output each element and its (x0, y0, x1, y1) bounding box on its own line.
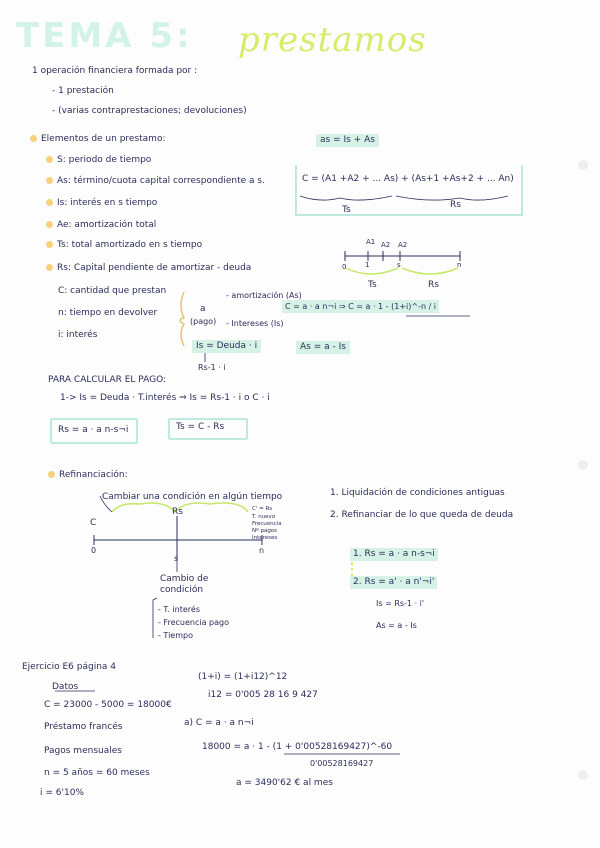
eq-1: (1+i) = (1+i12)^12 (198, 672, 288, 682)
ts-brace-label: Ts (342, 205, 351, 215)
pago-a: a (200, 304, 206, 314)
intro-line-1: 1 operación financiera formada por : (32, 66, 198, 76)
pago-brace (180, 292, 184, 346)
timeline-1-rs-brace (402, 268, 458, 274)
refi-note-4: Nº pagos (252, 528, 278, 534)
timeline-1-ts-label: Ts (368, 280, 377, 290)
title-tema: TEMA 5: (16, 16, 193, 56)
elem-s: S: periodo de tiempo (46, 155, 151, 166)
refi-option-1: 1. Liquidación de condiciones antiguas (330, 488, 505, 498)
bullet-dot (30, 135, 37, 142)
intereses-label: - Intereses (Is) (226, 319, 284, 328)
elem-as: As: término/cuota capital correspondiente a s. (46, 176, 265, 187)
rs-box-text: Rs = a · a n-s¬i (58, 425, 129, 435)
calc-line-1: 1-> Is = Deuda · T.interés ⇒ Is = Rs-1 · i o C · i (60, 393, 270, 403)
refi-t0: 0 (91, 546, 97, 555)
timeline-1-tn: n (457, 261, 462, 269)
refi-sub: Cambiar una condición en algún tiempo (102, 492, 283, 502)
refi-note-3: Frecuencia (252, 521, 282, 527)
intro-line-3: - (varias contraprestaciones; devoluciones) (52, 106, 247, 116)
pago-label: (pago) (190, 317, 217, 326)
elem-is: Is: interés en s tiempo (46, 198, 157, 209)
timeline-1-a2: A2 (381, 241, 391, 249)
amortizacion-label: - amortización (As) (226, 291, 302, 300)
timeline-1-t1: 1 (365, 261, 370, 269)
as-a-formula: As = a - Is (296, 341, 350, 354)
datos-pagos: Pagos mensuales (44, 746, 122, 756)
part-a: a) C = a · a n¬i (184, 718, 254, 728)
binder-hole (578, 160, 588, 170)
timeline-1-t0: 0 (342, 263, 347, 271)
refi-c: C (90, 518, 97, 528)
ts-brace (300, 196, 392, 200)
rs-prev-i: Rs-1 · i (198, 363, 226, 372)
refi-ts: s (174, 554, 179, 563)
c-annuity-formula: C = a · a n¬i ⇒ C = a · 1 - (1+i)^-n / i (282, 300, 439, 313)
as-equation: as = Is + As (316, 134, 379, 147)
eq-2: i12 = 0'005 28 16 9 427 (208, 690, 318, 700)
title-subject: prestamos (238, 20, 427, 60)
refi-option-2: 2. Refinanciar de lo que queda de deuda (330, 510, 514, 520)
binder-hole (578, 460, 588, 470)
is-deuda-formula: Is = Deuda · i (192, 340, 261, 353)
datos-n: n = 5 años = 60 meses (44, 768, 150, 778)
elementos-heading: Elementos de un prestamo: (30, 134, 166, 145)
refi-note-1: C' = Rs (252, 506, 273, 512)
timeline-1-a3: A2 (398, 241, 408, 249)
calc-heading: PARA CALCULAR EL PAGO: (48, 375, 167, 385)
cambio-list-2: - Frecuencia pago (158, 618, 229, 627)
refi-tn: n (259, 546, 265, 555)
elem-c: C: cantidad que prestan (58, 286, 167, 296)
eq-3: 18000 = a · 1 - (1 + 0'00528169427)^-60 (202, 742, 393, 752)
refi-formula-2: 2. Rs = a' · a n'¬i' (350, 576, 437, 589)
elem-i: i: interés (58, 330, 98, 340)
refi-formula-3: Is = Rs-1 · i' (376, 599, 425, 608)
elem-rs: Rs: Capital pendiente de amortizar - deuda (46, 263, 251, 274)
intro-line-2: - 1 prestación (52, 86, 114, 96)
refi-heading: Refinanciación: (48, 470, 128, 481)
eq-3-denominator: 0'00528169427 (310, 759, 374, 768)
formula-box-frame (296, 165, 522, 215)
ts-box-text: Ts = C - Rs (176, 422, 225, 432)
refi-note-2: T. nuevo (252, 514, 276, 520)
c-sum-equation: C = (A1 +A2 + ... As) + (As+1 +As+2 + ... An) (302, 174, 514, 184)
result: a = 3490'62 € al mes (236, 778, 333, 788)
cambio-list-1: - T. interés (158, 605, 201, 614)
refi-rs: Rs (172, 507, 183, 517)
timeline-1-rs-label: Rs (428, 280, 439, 290)
refi-formula-4: As = a - Is (376, 621, 417, 630)
ejercicio-heading: Ejercicio E6 página 4 (22, 662, 117, 672)
cambio-condicion: Cambio de condición (160, 574, 209, 595)
datos-i: i = 6'10% (40, 788, 84, 798)
datos-prestamo: Préstamo francés (44, 722, 123, 732)
binder-hole (578, 770, 588, 780)
datos-c: C = 23000 - 5000 = 18000€ (44, 700, 172, 710)
elem-ae: Ae: amortización total (46, 220, 156, 231)
elem-ts: Ts: total amortizado en s tiempo (46, 240, 202, 251)
cambio-list-3: - Tiempo (158, 631, 193, 640)
elem-n: n: tiempo en devolver (58, 308, 158, 318)
datos-label: Datos (52, 682, 79, 692)
rs-brace-label: Rs (450, 200, 461, 210)
timeline-1-ts-brace (346, 268, 398, 274)
timeline-1-ts: s (397, 261, 401, 269)
refi-formula-1: 1. Rs = a · a n-s¬i (350, 548, 438, 561)
refi-note-5: Intereses (252, 535, 278, 541)
timeline-1-a1: A1 (366, 238, 376, 246)
